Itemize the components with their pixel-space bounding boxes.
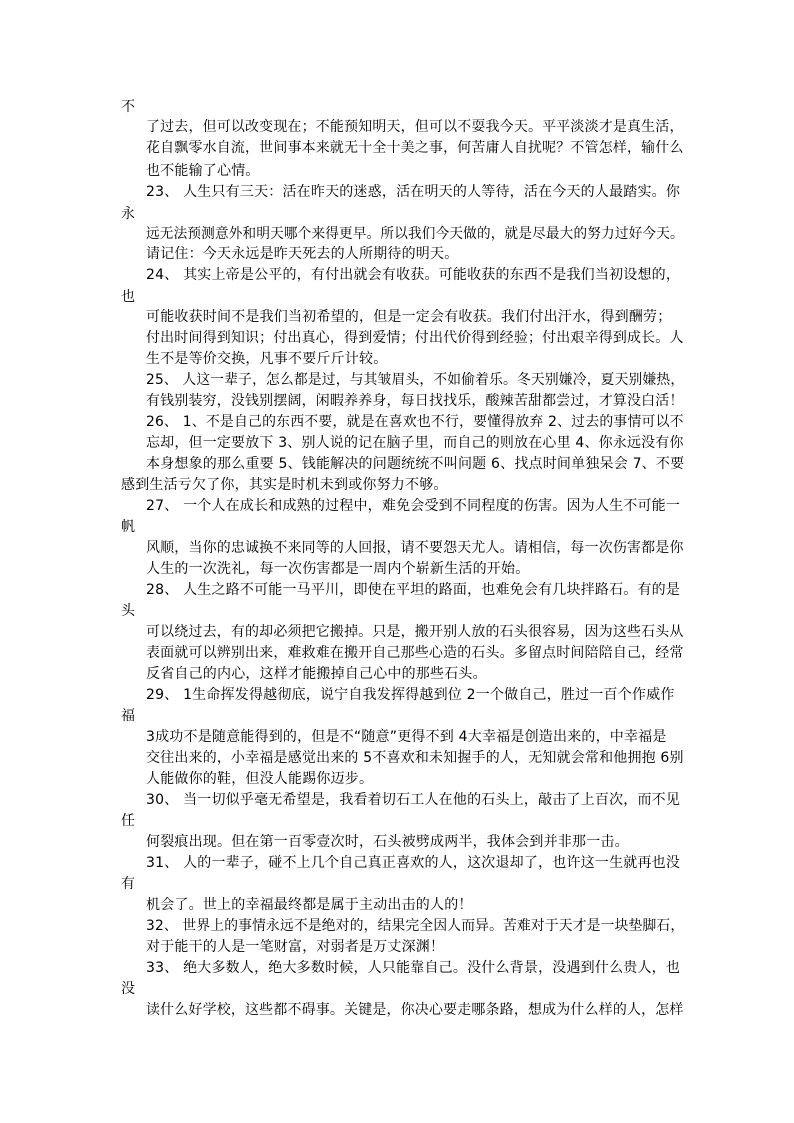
text-line: 可能收获时间不是我们当初希望的，但是一定会有收获。我们付出汗水，得到酬劳； [146, 309, 672, 325]
text-line: 了过去，但可以改变现在；不能预知明天，但可以不耍我今天。平平淡淡才是真生活， [146, 119, 684, 135]
text-line: 福 [121, 708, 136, 724]
text-line: 交往出来的，小幸福是感觉出来的 5不喜欢和未知握手的人，无知就会常和他拥抱 6别 [146, 750, 684, 766]
text-line: 请记住：今天永远是昨天死去的人所期待的明天。 [146, 246, 459, 262]
text-line: 本身想象的那么重要 5、钱能解决的问题统统不叫问题 6、找点时间单独呆会 7、不要 [146, 456, 685, 472]
text-line: 28、 人生之路不可能一马平川，即使在平坦的路面，也难免会有几块拌路石。有的是 [146, 582, 681, 598]
text-line: 人能做你的鞋，但没人能踢你迈步。 [146, 771, 374, 787]
text-line: 也 [121, 289, 136, 305]
text-line: 风顺，当你的忠诚换不来同等的人回报，请不要怨天尤人。请相信，每一次伤害都是你 [146, 540, 684, 556]
text-line: 人生的一次洗礼，每一次伤害都是一周内个崭新生活的开始。 [146, 561, 530, 577]
text-line: 花自飘零水自流，世间事本来就无十全十美之事，何苦庸人自扰呢？不管怎样，输什么 [146, 140, 684, 156]
text-line: 33、 绝大多数人，绝大多数时候，人只能靠自己。没什么背景，没遇到什么贵人，也 [146, 960, 681, 976]
text-line: 生不是等价交换，凡事不要斤斤计较。 [146, 351, 388, 367]
text-line: 任 [121, 813, 136, 829]
text-line: 忘却，但一定要放下 3、别人说的记在脑子里，而自己的则放在心里 4、你永远没有你 [146, 435, 684, 451]
text-line: 读什么好学校，这些都不碍事。关键是，你决心要走哪条路，想成为什么样的人，怎样 [146, 1002, 684, 1018]
text-line: 反省自己的内心，这样才能搬掉自己心中的那些石头。 [146, 666, 487, 682]
text-line: 有钱别装穷，没钱别摆阔，闲暇养养身，每日找找乐，酸辣苦甜都尝过，才算没白活！ [146, 393, 684, 409]
text-line: 表面就可以辨别出来，难救难在搬开自己那些心造的石头。多留点时间陪陪自己，经常 [146, 645, 684, 661]
text-line: 对于能干的人是一笔财富，对弱者是万丈深渊！ [146, 939, 445, 955]
text-line: 付出时间得到知识；付出真心，得到爱情；付出代价得到经验；付出艰辛得到成长。人 [146, 330, 684, 346]
text-line: 没 [121, 981, 136, 997]
text-line: 29、 1生命挥发得越彻底，说宁自我发挥得越到位 2一个做自己，胜过一百个作威作 [146, 687, 675, 703]
text-line: 30、 当一切似乎毫无希望是，我看着切石工人在他的石头上，敲击了上百次，而不见 [146, 792, 681, 808]
text-line: 不 [121, 99, 136, 115]
text-line: 可以绕过去，有的却必须把它搬掉。只是，搬开别人放的石头很容易，因为这些石头从 [146, 624, 684, 640]
text-line: 帆 [121, 519, 136, 535]
text-line: 32、 世界上的事情永远不是绝对的，结果完全因人而异。苦难对于天才是一块垫脚石， [146, 918, 685, 934]
text-line: 26、 1、不是自己的东西不要，就是在喜欢也不行，要懂得放弃 2、过去的事情可以不 [146, 414, 684, 430]
text-line: 有 [121, 876, 136, 892]
text-line: 永 [121, 206, 136, 222]
text-line: 感到生活亏欠了你，其实是时机未到或你努力不够。 [121, 477, 448, 493]
text-line: 3成功不是随意能得到的，但是不“随意”更得不到 4大幸福是创造出来的，中幸福是 [146, 729, 667, 745]
text-line: 25、 人这一辈子，怎么都是过，与其皱眉头，不如偷着乐。冬天别嫌冷，夏天别嫌热， [146, 372, 685, 388]
text-line: 23、 人生只有三天：活在昨天的迷惑，活在明天的人等待，活在今天的人最踏实。你 [146, 184, 681, 200]
text-line: 何裂痕出现。但在第一百零壹次时，石头被劈成两半，我体会到并非那一击。 [146, 834, 629, 850]
text-line: 24、 其实上帝是公平的，有付出就会有收获。可能收获的东西不是我们当初设想的， [146, 267, 681, 283]
text-line: 31、 人的一辈子，碰不上几个自己真正喜欢的人，这次退却了，也许这一生就再也没 [146, 855, 681, 871]
text-line: 头 [121, 603, 136, 619]
text-line: 也不能输了心情。 [146, 163, 260, 179]
text-line: 机会了。世上的幸福最终都是属于主动出击的人的！ [146, 897, 473, 913]
text-line: 27、 一个人在成长和成熟的过程中，难免会受到不同程度的伤害。因为人生不可能一 [146, 498, 681, 514]
text-line: 远无法预测意外和明天哪个来得更早。所以我们今天做的，就是尽最大的努力过好今天。 [146, 226, 684, 242]
